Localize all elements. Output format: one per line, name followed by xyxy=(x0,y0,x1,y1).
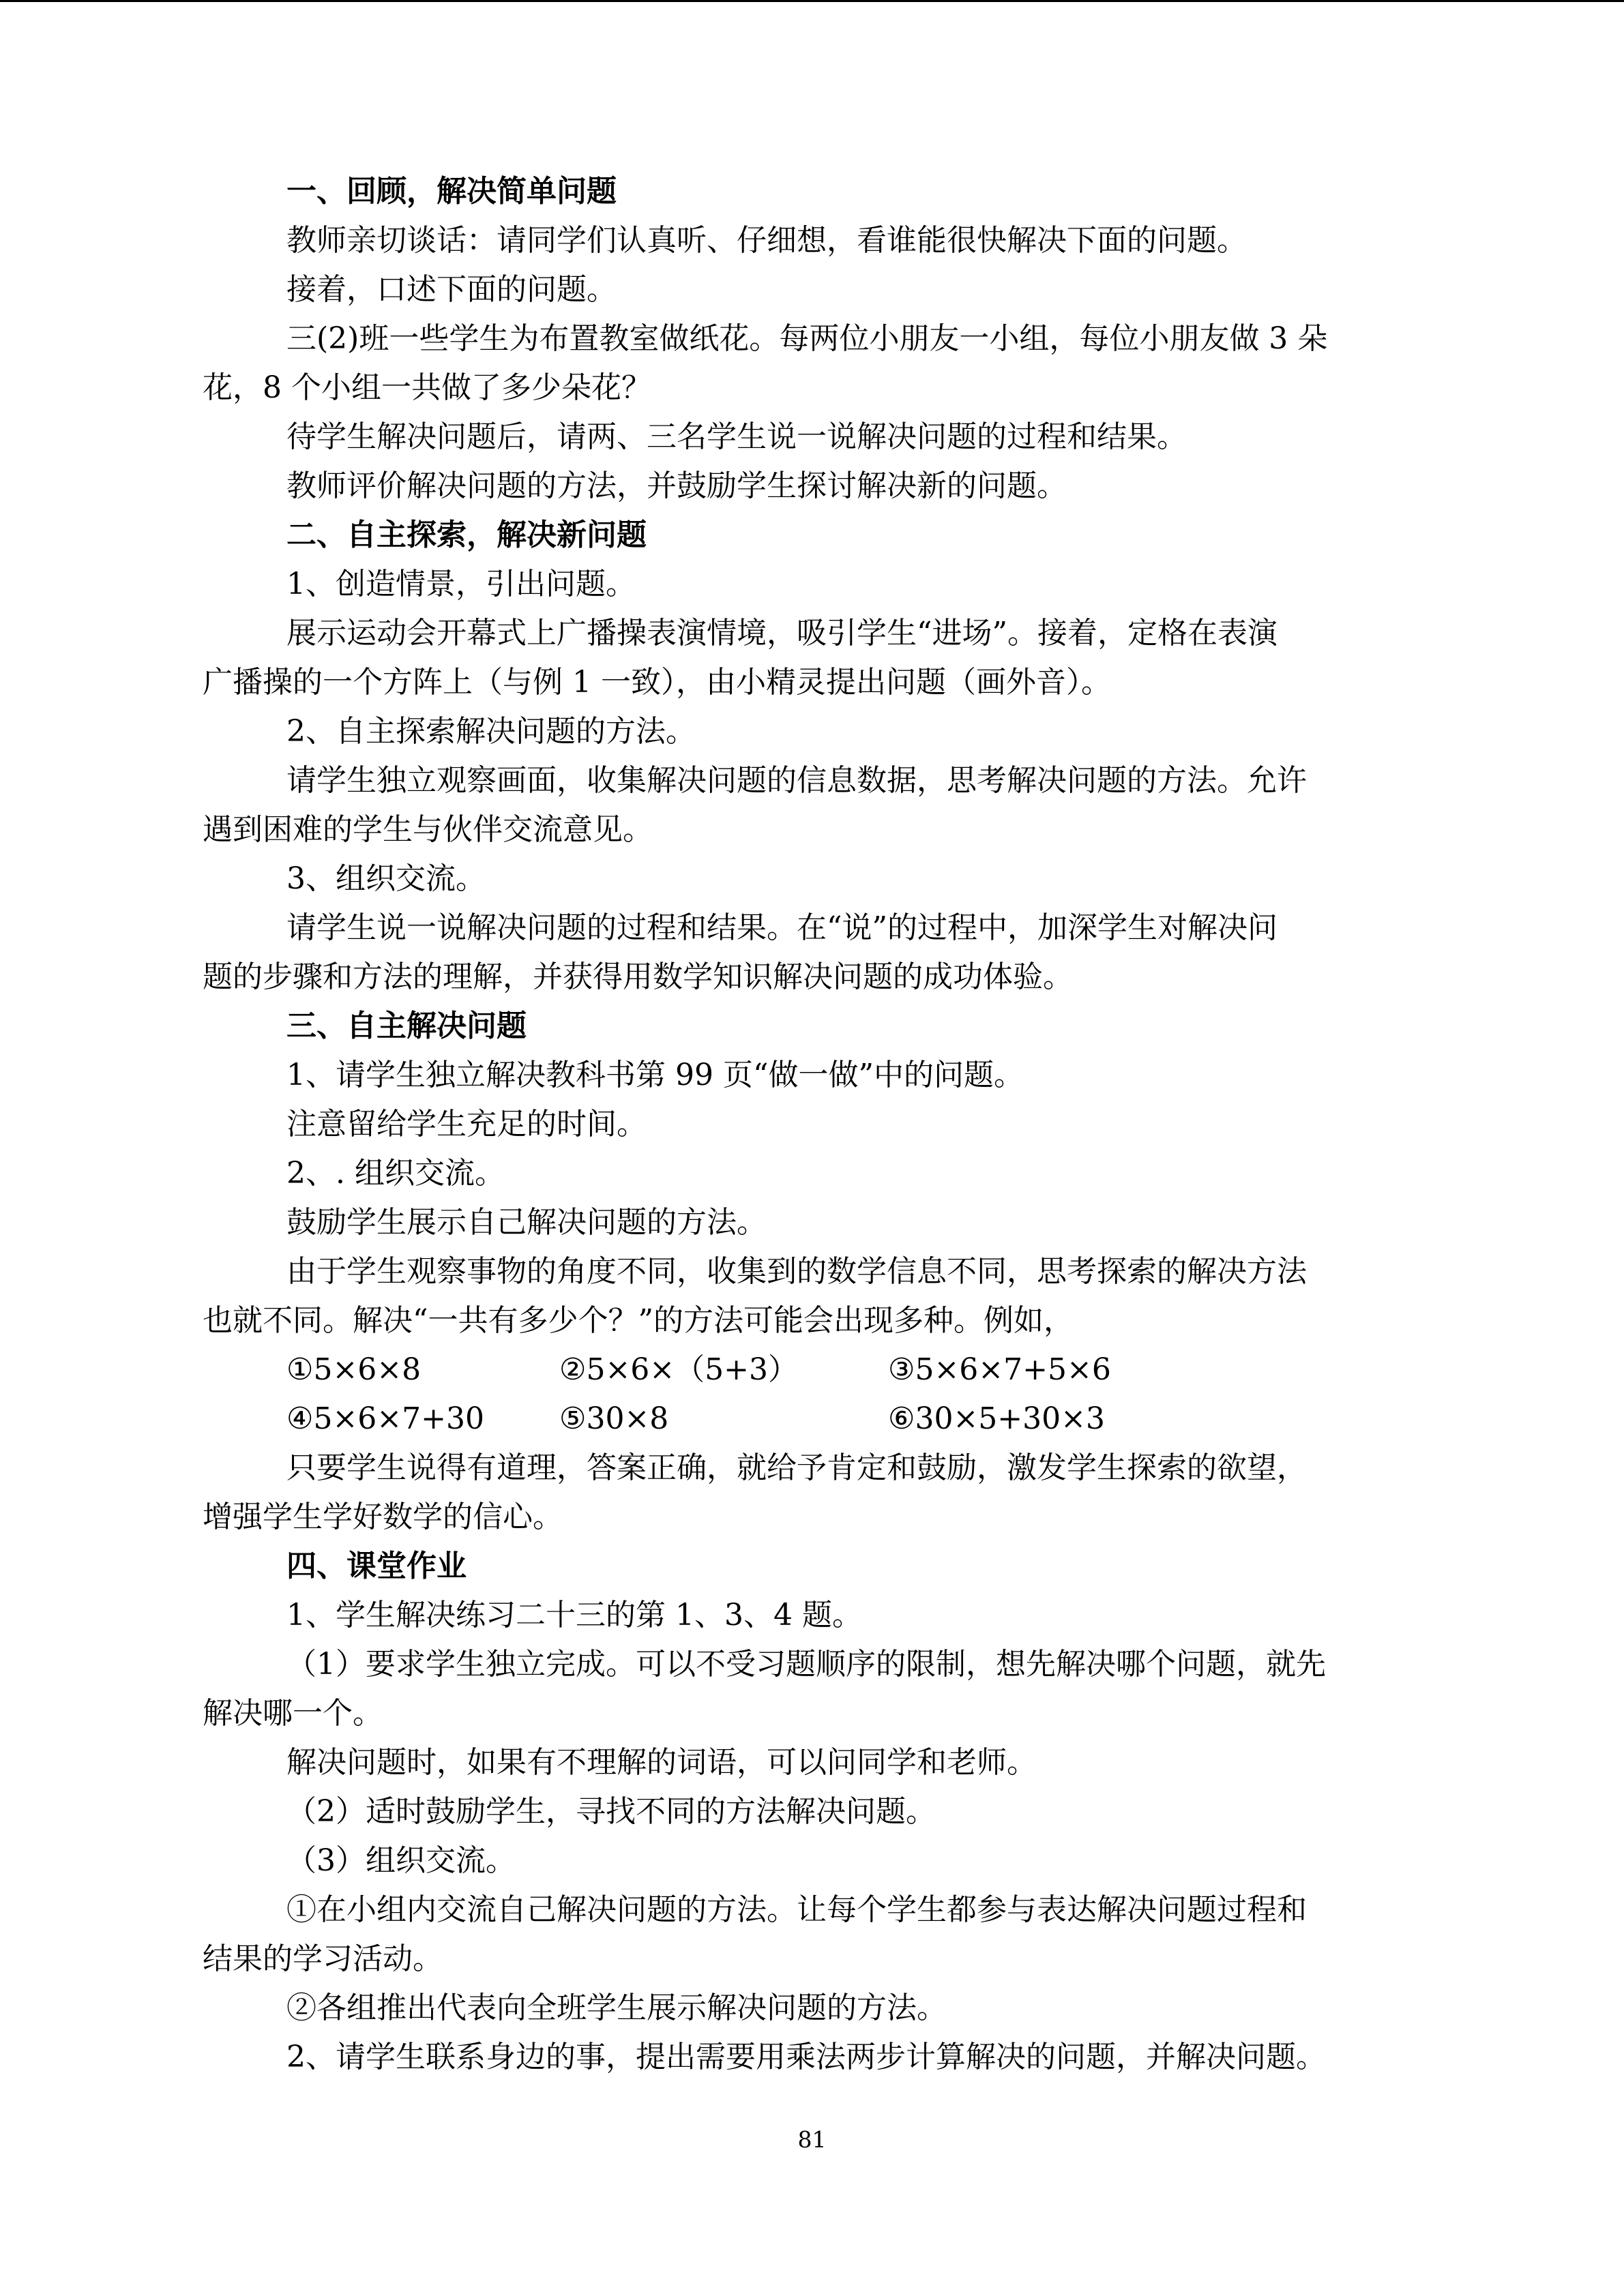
paragraph-line: 2、. 组织交流。 xyxy=(286,1156,505,1191)
paragraph-line: 请学生独立观察画面，收集解决问题的信息数据，思考解决问题的方法。允许 xyxy=(286,763,1307,798)
paragraph-line: 花，8 个小组一共做了多少朵花？ xyxy=(203,370,651,405)
paragraph-line: 教师亲切谈话：请同学们认真听、仔细想，看谁能很快解决下面的问题。 xyxy=(286,223,1247,258)
formula-item: ⑥30×5+30×3 xyxy=(888,1401,1106,1436)
paragraph-line: ①在小组内交流自己解决问题的方法。让每个学生都参与表达解决问题过程和 xyxy=(286,1892,1307,1927)
paragraph-line: 请学生说一说解决问题的过程和结果。在“说”的过程中，加深学生对解决问 xyxy=(286,910,1278,945)
paragraph-line: 也就不同。解决“一共有多少个？”的方法可能会出现多种。例如， xyxy=(203,1303,1074,1338)
paragraph-line: 只要学生说得有道理，答案正确，就给予肯定和鼓励，激发学生探索的欲望， xyxy=(286,1450,1307,1485)
section-heading-4: 四、课堂作业 xyxy=(286,1549,467,1583)
paragraph-line: （1）要求学生独立完成。可以不受习题顺序的限制，想先解决哪个问题，就先 xyxy=(286,1647,1326,1682)
section-heading-3: 三、自主解决问题 xyxy=(286,1009,527,1043)
paragraph-line: 解决哪一个。 xyxy=(203,1696,383,1731)
paragraph-line: 展示运动会开幕式上广播操表演情境，吸引学生“进场”。接着，定格在表演 xyxy=(286,616,1278,651)
formula-row xyxy=(203,1345,1417,1395)
formula-item: ④5×6×7+30 xyxy=(286,1401,485,1436)
paragraph-line: 鼓励学生展示自己解决问题的方法。 xyxy=(286,1205,767,1240)
paragraph-line: 注意留给学生充足的时间。 xyxy=(286,1107,647,1142)
formula-item: ⑤30×8 xyxy=(559,1401,669,1436)
paragraph-line: 2、自主探索解决问题的方法。 xyxy=(286,714,696,749)
paragraph-line: 1、请学生独立解决教科书第 99 页“做一做”中的问题。 xyxy=(286,1058,1024,1092)
paragraph-line: 解决问题时，如果有不理解的词语，可以问同学和老师。 xyxy=(286,1745,1037,1780)
paragraph-line: （2）适时鼓励学生，寻找不同的方法解决问题。 xyxy=(286,1794,936,1829)
paragraph-line: 三(2)班一些学生为布置教室做纸花。每两位小朋友一小组，每位小朋友做 3 朵 xyxy=(286,321,1328,356)
paragraph-line: 2、请学生联系身边的事，提出需要用乘法两步计算解决的问题，并解决问题。 xyxy=(286,2040,1326,2074)
paragraph-line: 增强学生学好数学的信心。 xyxy=(203,1500,563,1534)
formula-row xyxy=(203,1395,1417,1444)
paragraph-line: 遇到困难的学生与伙伴交流意见。 xyxy=(203,812,653,847)
formula-item: ③5×6×7+5×6 xyxy=(888,1352,1111,1387)
paragraph-line: 1、学生解决练习二十三的第 1、3、4 题。 xyxy=(286,1598,862,1632)
section-heading-2: 二、自主探索，解决新问题 xyxy=(286,518,647,552)
document-body xyxy=(203,167,1417,2082)
paragraph-line: 1、创造情景，引出问题。 xyxy=(286,567,636,601)
paragraph-line: ②各组推出代表向全班学生展示解决问题的方法。 xyxy=(286,1991,947,2025)
paragraph-line: 由于学生观察事物的角度不同，收集到的数学信息不同，思考探索的解决方法 xyxy=(286,1254,1307,1289)
paragraph-line: 题的步骤和方法的理解，并获得用数学知识解决问题的成功体验。 xyxy=(203,959,1073,994)
section-heading-1: 一、回顾，解决简单问题 xyxy=(286,174,617,209)
paragraph-line: （3）组织交流。 xyxy=(286,1843,516,1878)
paragraph-line: 广播操的一个方阵上（与例 1 一致），由小精灵提出问题（画外音）。 xyxy=(203,665,1111,700)
top-border-line xyxy=(0,0,1624,2)
paragraph-line: 教师评价解决问题的方法，并鼓励学生探讨解决新的问题。 xyxy=(286,468,1067,503)
formula-item: ②5×6×（5+3） xyxy=(559,1352,799,1387)
paragraph-line: 待学生解决问题后，请两、三名学生说一说解决问题的过程和结果。 xyxy=(286,419,1187,454)
paragraph-line: 接着，口述下面的问题。 xyxy=(286,272,617,307)
page-number: 81 xyxy=(797,2126,827,2153)
paragraph-line: 3、组织交流。 xyxy=(286,861,486,896)
paragraph-line: 结果的学习活动。 xyxy=(203,1941,443,1976)
formula-item: ①5×6×8 xyxy=(286,1352,422,1387)
